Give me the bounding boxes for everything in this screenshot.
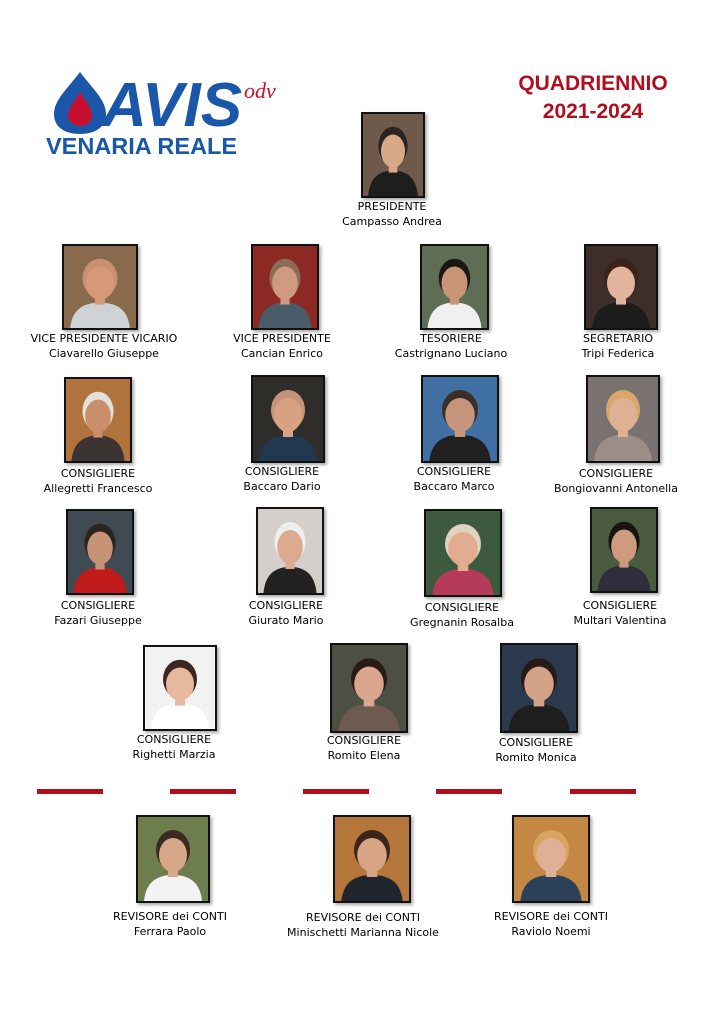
member-role: CONSIGLIERE xyxy=(244,465,320,478)
member-photo xyxy=(500,643,578,733)
member-photo xyxy=(590,507,658,593)
member-photo xyxy=(66,509,134,595)
member-role: CONSIGLIERE xyxy=(424,601,500,614)
member-role: CONSIGLIERE xyxy=(248,599,324,612)
separator-line xyxy=(170,789,236,794)
quadriennio-heading xyxy=(498,70,688,126)
member-name: Bongiovanni Antonella xyxy=(554,482,678,495)
member-photo xyxy=(421,375,499,463)
logo-subtitle: VENARIA REALE xyxy=(46,133,238,159)
member-caption xyxy=(510,598,724,628)
member-name: Gregnanin Rosalba xyxy=(410,616,514,629)
member-photo xyxy=(330,643,408,733)
member-role: REVISORE dei CONTI xyxy=(494,910,608,923)
member-name: Cancian Enrico xyxy=(241,347,323,360)
member-name: Baccaro Marco xyxy=(413,480,495,493)
member-photo xyxy=(586,375,660,463)
member-role: VICE PRESIDENTE VICARIO xyxy=(30,332,178,345)
member-role: CONSIGLIERE xyxy=(60,599,136,612)
member-name: Righetti Marzia xyxy=(132,748,216,761)
separator-line xyxy=(303,789,369,794)
member-photo xyxy=(333,815,411,903)
member-photo xyxy=(251,375,325,463)
member-name: Multari Valentina xyxy=(573,614,667,627)
logo-text: AVIS xyxy=(102,71,243,140)
member-photo xyxy=(424,509,502,597)
member-name: Romito Elena xyxy=(327,749,401,762)
member-photo xyxy=(64,377,132,463)
member-photo xyxy=(136,815,210,903)
member-photo xyxy=(584,244,658,330)
member-role: TESORIERE xyxy=(420,332,482,345)
separator-line xyxy=(436,789,502,794)
quadriennio-label: QUADRIENNIO xyxy=(518,72,668,95)
member-caption xyxy=(506,466,724,496)
member-photo xyxy=(143,645,217,731)
blood-drop-icon xyxy=(54,72,106,134)
member-name: Baccaro Dario xyxy=(243,480,321,493)
member-photo xyxy=(420,244,489,330)
member-photo xyxy=(361,112,425,198)
member-role: CONSIGLIERE xyxy=(498,736,574,749)
member-role: REVISORE dei CONTI xyxy=(113,910,227,923)
member-name: Romito Monica xyxy=(495,751,577,764)
member-role: CONSIGLIERE xyxy=(582,599,658,612)
member-name: Fazari Giuseppe xyxy=(54,614,142,627)
member-caption xyxy=(508,331,724,361)
member-name: Giurato Mario xyxy=(248,614,324,627)
member-role: PRESIDENTE xyxy=(357,200,427,213)
member-caption xyxy=(441,909,661,939)
member-caption xyxy=(282,199,502,229)
member-photo xyxy=(256,507,324,595)
member-caption xyxy=(426,735,646,765)
logo-suffix: odv xyxy=(244,78,276,103)
avis-logo xyxy=(44,70,279,160)
member-role: VICE PRESIDENTE xyxy=(233,332,331,345)
separator-line xyxy=(37,789,103,794)
member-name: Minischetti Marianna Nicole xyxy=(287,926,439,939)
member-name: Allegretti Francesco xyxy=(43,482,153,495)
member-name: Castrignano Luciano xyxy=(394,347,508,360)
member-role: CONSIGLIERE xyxy=(578,467,654,480)
member-caption xyxy=(64,732,284,762)
member-caption xyxy=(253,910,473,940)
member-name: Raviolo Noemi xyxy=(511,925,591,938)
member-photo xyxy=(62,244,138,330)
member-name: Campasso Andrea xyxy=(342,215,442,228)
member-name: Tripi Federica xyxy=(581,347,655,360)
member-role: REVISORE dei CONTI xyxy=(306,911,420,924)
member-role: SEGRETARIO xyxy=(583,332,653,345)
quadriennio-years: 2021-2024 xyxy=(542,100,644,123)
member-name: Ciavarello Giuseppe xyxy=(49,347,159,360)
member-role: CONSIGLIERE xyxy=(326,734,402,747)
member-name: Ferrara Paolo xyxy=(133,925,207,938)
member-photo xyxy=(251,244,319,330)
separator-line xyxy=(570,789,636,794)
member-role: CONSIGLIERE xyxy=(136,733,212,746)
member-role: CONSIGLIERE xyxy=(60,467,136,480)
member-caption xyxy=(60,909,280,939)
member-photo xyxy=(512,815,590,903)
member-role: CONSIGLIERE xyxy=(416,465,492,478)
